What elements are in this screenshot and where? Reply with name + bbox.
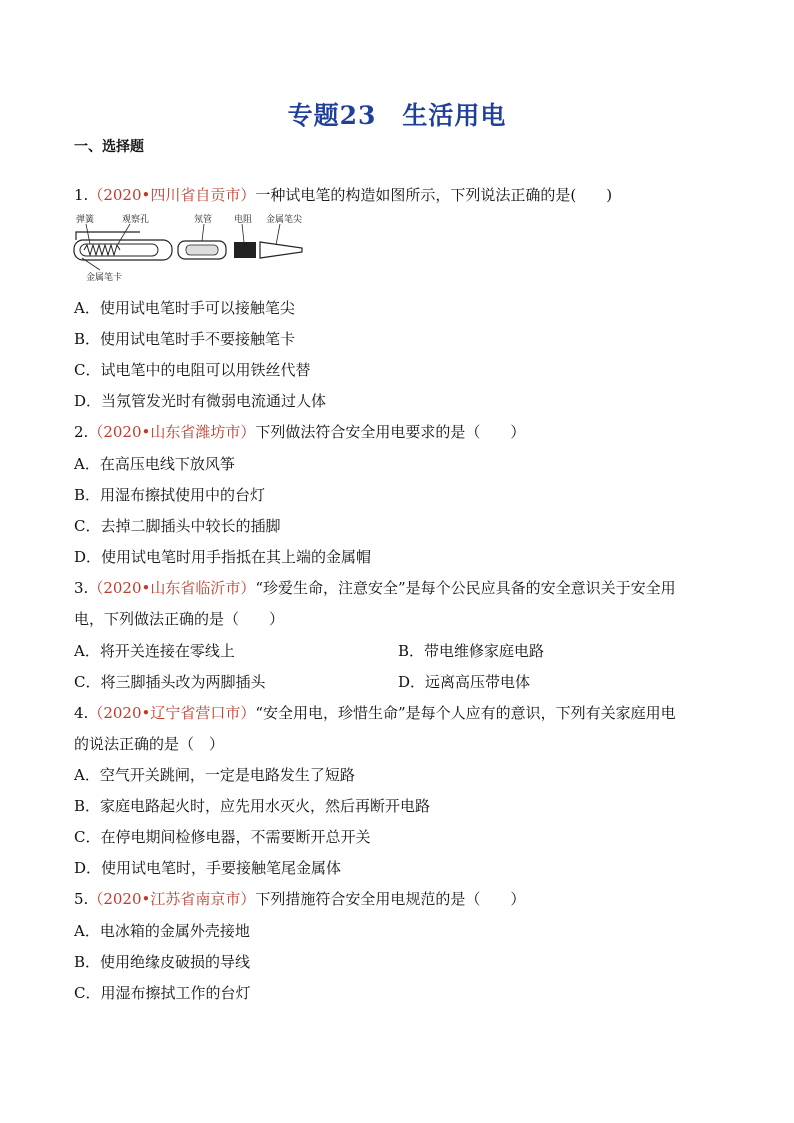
- question-3-stem: [74, 578, 676, 598]
- label-metal-clip: 金属笔卡: [86, 273, 123, 283]
- question-1-stem: [74, 185, 612, 205]
- question-text: 一种试电笔的构造如图所示，下列说法正确的是( ): [255, 186, 613, 204]
- question-5-stem: [74, 889, 525, 909]
- question-1-option-a: A．使用试电笔时手可以接触笔尖: [74, 299, 295, 317]
- question-1-option-b: B．使用试电笔时手不要接触笔卡: [74, 330, 296, 348]
- question-2-option-d: D．使用试电笔时用手指抵在其上端的金属帽: [74, 548, 372, 566]
- question-1-option-c: C．试电笔中的电阻可以用铁丝代替: [74, 361, 311, 379]
- question-2-option-a: A．在高压电线下放风筝: [74, 455, 235, 473]
- question-3-option-d: D．远离高压带电体: [398, 673, 531, 691]
- question-4-stem-cont: 的说法正确的是（ ）: [74, 735, 225, 753]
- question-3-option-b: B．带电维修家庭电路: [398, 642, 545, 660]
- question-2-stem: [74, 422, 525, 442]
- question-2-option-c: C．去掉二脚插头中较长的插脚: [74, 517, 281, 535]
- question-source: （2020•江苏省南京市）: [88, 890, 256, 908]
- label-neon-tube: 氖管: [194, 215, 213, 225]
- question-source: （2020•山东省临沂市）: [88, 579, 256, 597]
- test-pen-diagram: [70, 210, 320, 285]
- label-spring: 弹簧: [76, 215, 95, 225]
- label-viewing-hole: 观察孔: [122, 215, 150, 225]
- question-3-option-c: C．将三脚插头改为两脚插头: [74, 673, 266, 691]
- question-source: （2020•四川省自贡市）: [88, 186, 256, 204]
- question-text: 下列措施符合安全用电规范的是（ ）: [255, 890, 526, 908]
- section-heading: 一、选择题: [74, 139, 144, 155]
- label-resistor: 电阻: [234, 215, 253, 225]
- question-text: “安全用电，珍惜生命”是每个人应有的意识，下列有关家庭用电: [255, 704, 676, 722]
- question-5-option-b: B．使用绝缘皮破损的导线: [74, 953, 251, 971]
- question-4-option-d: D．使用试电笔时，手要接触笔尾金属体: [74, 859, 342, 877]
- page-title: 专题23 生活用电: [287, 101, 507, 130]
- question-source: （2020•辽宁省营口市）: [88, 704, 256, 722]
- question-number: 1.: [74, 186, 89, 204]
- label-metal-tip: 金属笔尖: [266, 215, 303, 225]
- question-4-option-a: A．空气开关跳闸，一定是电路发生了短路: [74, 766, 355, 784]
- question-text: 下列做法符合安全用电要求的是（ ）: [255, 423, 526, 441]
- question-4-stem: [74, 703, 676, 723]
- question-4-option-c: C．在停电期间检修电器，不需要断开总开关: [74, 828, 371, 846]
- question-2-option-b: B．用湿布擦拭使用中的台灯: [74, 486, 266, 504]
- question-number: 3.: [74, 579, 89, 597]
- question-5-option-a: A．电冰箱的金属外壳接地: [74, 922, 250, 940]
- question-number: 4.: [74, 704, 89, 722]
- question-number: 2.: [74, 423, 89, 441]
- question-3-option-a: A．将开关连接在零线上: [74, 642, 235, 660]
- question-text: “珍爱生命，注意安全”是每个公民应具备的安全意识关于安全用: [255, 579, 676, 597]
- question-number: 5.: [74, 890, 89, 908]
- question-1-option-d: D．当氖管发光时有微弱电流通过人体: [74, 392, 327, 410]
- question-5-option-c: C．用湿布擦拭工作的台灯: [74, 984, 251, 1002]
- question-source: （2020•山东省潍坊市）: [88, 423, 256, 441]
- question-3-stem-cont: 电，下列做法正确的是（ ）: [74, 610, 285, 628]
- question-4-option-b: B．家庭电路起火时，应先用水灭火，然后再断开电路: [74, 797, 431, 815]
